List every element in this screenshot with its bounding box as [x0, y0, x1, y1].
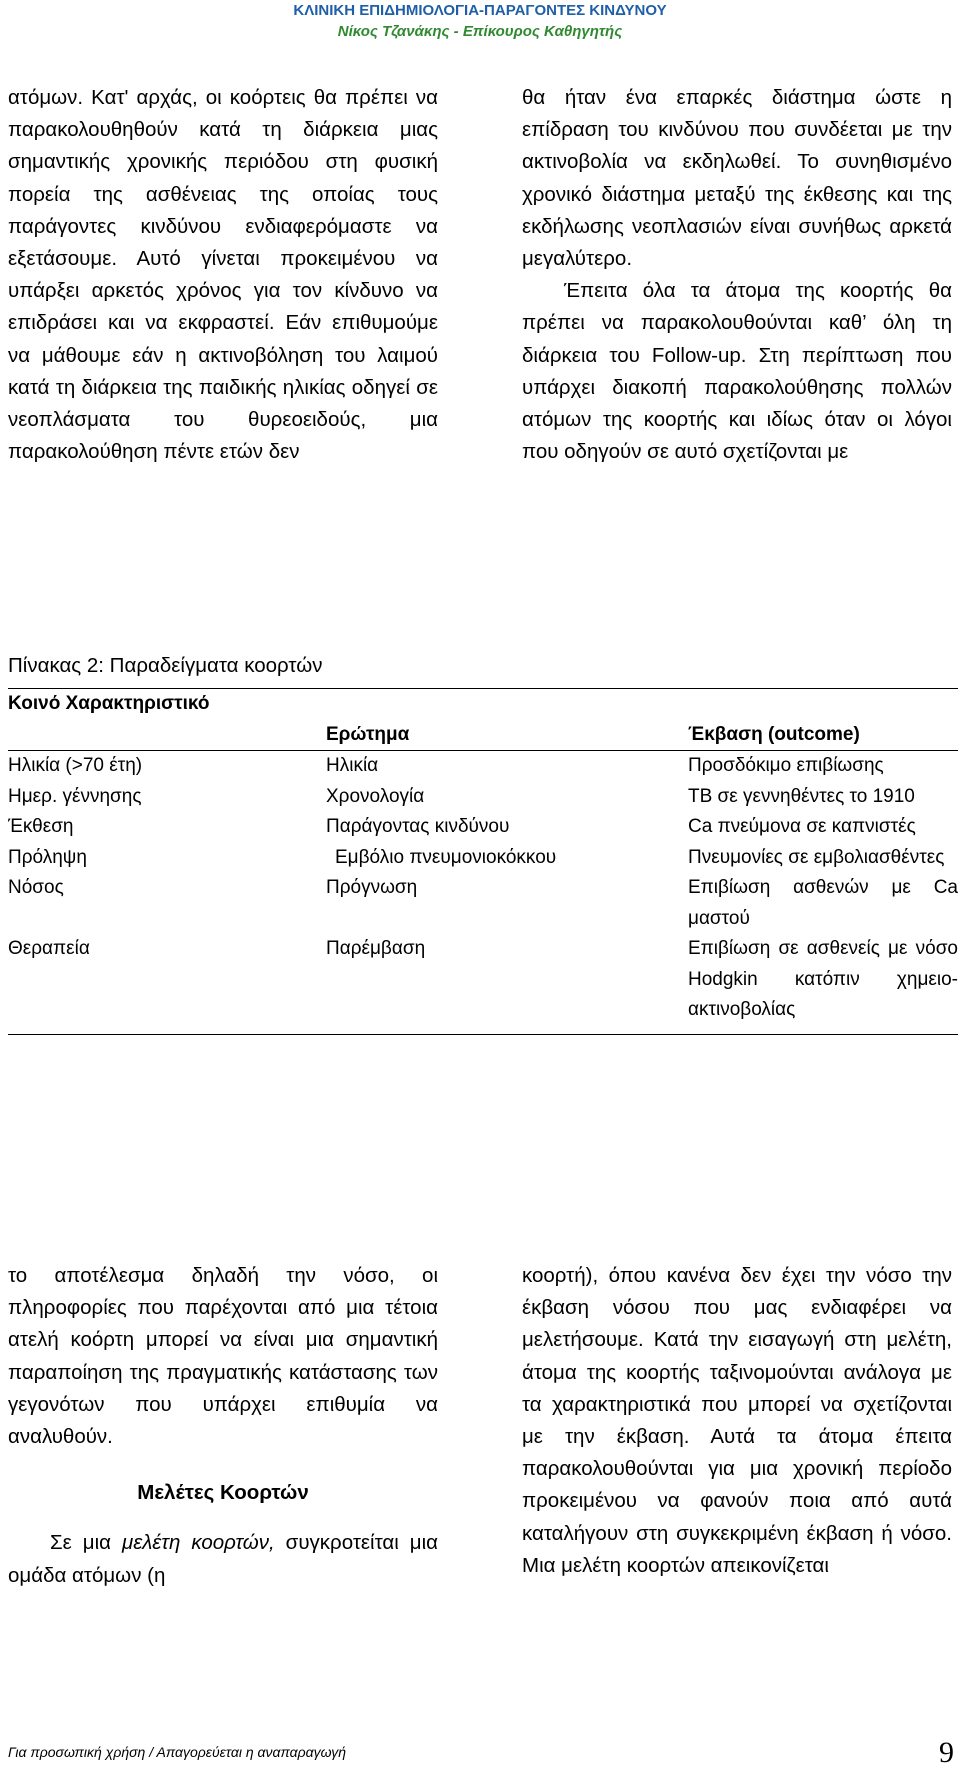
table-header-cell: Κοινό Χαρακτηριστικό [8, 693, 210, 714]
table-bottom-rule [8, 1034, 958, 1035]
table-header-cell: Έκβαση (outcome) [688, 723, 860, 745]
table-cell: Επιβίωση ασθενών με Ca μαστού [688, 877, 958, 929]
body-paragraph: κοορτή), όπου κανένα δεν έχει την νόσο την έκβαση νόσου που μας ενδιαφέρει να μελετήσουμε. Κατά την εισαγωγή στη μελέτη, άτομα της κοορτής ταξινομούνται ανάλογα με τα χαρακτηριστικά που μπορεί να σχετίζονται με την έκβαση. Αυτά τα άτομα έπειτα παρακολουθούνται για μια χρονική περίοδο προκειμένου να φανούν ποια από αυτά καταλήγουν στη συγκεκριμένη έκβαση ή νόσο. Μια μελέτη κοορτών απεικονίζεται [522, 1264, 952, 1577]
top-right-column [522, 82, 952, 468]
table-header-cell: Ερώτημα [326, 723, 410, 745]
table-cell: Έκθεση [8, 816, 74, 837]
table-cell: Εμβόλιο πνευμονιοκόκκου [335, 846, 557, 868]
table-row [8, 782, 958, 813]
table-cell: Θεραπεία [8, 938, 90, 959]
body-paragraph: Έπειτα όλα τα άτομα της κοορτής θα πρέπει να παρακολουθούνται καθ’ όλη τη διάρκεια του Follow-up. Στη περίπτωση που υπάρχει διακοπή παρακολούθησης πολλών ατόμων της κοορτής και ιδίως όταν οι λόγοι που οδηγούν σε αυτό σχετίζονται με [522, 279, 952, 464]
table-row [8, 843, 958, 874]
table-cell: Πνευμονίες σε εμβολιασθέντες [688, 846, 945, 868]
bottom-right-column [522, 1260, 952, 1582]
table-cell: ΤΒ σε γεννηθέντες το 1910 [688, 785, 915, 807]
paragraph-text: Σε μια [50, 1531, 122, 1555]
header-course-title: ΚΛΙΝΙΚΗ ΕΠΙΔΗΜΙΟΛΟΓΙΑ-ΠΑΡΑΓΟΝΤΕΣ ΚΙΝΔΥΝΟΥ [293, 2, 667, 19]
table-cell: Χρονολογία [326, 785, 425, 807]
table-row [8, 812, 958, 843]
table-cell: Ηλικία (>70 έτη) [8, 755, 143, 776]
table-header-row [8, 689, 958, 750]
table-cell: Ca πνεύμονα σε καπνιστές [688, 816, 916, 837]
top-left-column [8, 82, 438, 468]
table-cell: Ηλικία [326, 755, 379, 776]
table-row [8, 751, 958, 782]
cohort-examples-table [8, 688, 958, 1035]
body-paragraph: το αποτέλεσμα δηλαδή την νόσο, οι πληροφορίες που παρέχονται από μια τέτοια ατελή κοόρτη μπορεί να είναι μια σημαντική παραποίηση της πραγματικής κατάστασης των γεγονότων που υπάρχει επιθυμία να αναλυθούν. [8, 1264, 438, 1449]
table-cell: Παράγοντας κινδύνου [326, 816, 510, 837]
body-paragraph: ατόμων. Κατ' αρχάς, οι κοόρτεις θα πρέπει να παρακολουθηθούν κατά τη διάρκεια μιας σημαντικής χρονικής περιόδου στη φυσική πορεία της ασθένειας της οποίας τους παράγοντες κινδύνου ενδιαφερόμαστε να εξετάσουμε. Αυτό γίνεται προκειμένου να υπάρξει αρκετός χρόνος για τον κίνδυνο να επιδράσει και να εκφραστεί. Εάν επιθυμούμε να μάθουμε εάν η ακτινοβόληση του λαιμού κατά τη διάρκεια της παιδικής ηλικίας οδηγεί σε νεοπλάσματα του θυρεοειδούς, μια παρακολούθηση πέντε ετών δεν [8, 86, 438, 464]
footer-notice: Για προσωπική χρήση / Απαγορεύεται η αναπαραγωγή [8, 1744, 347, 1760]
section-heading: Μελέτες Κοορτών [137, 1481, 309, 1505]
table-cell: Νόσος [8, 877, 64, 898]
table-cell: Πρόγνωση [326, 877, 418, 898]
paragraph-text: συγκροτείται μια ομάδα ατόμων (η [8, 1531, 439, 1587]
table-row [8, 873, 958, 934]
body-paragraph: θα ήταν ένα επαρκές διάστημα ώστε η επίδραση του κινδύνου που συνδέεται με την ακτινοβολία να εκδηλωθεί. Το συνηθισμένο χρονικό διάστημα μεταξύ της έκθεσης και της εκδήλωσης νεοπλασιών είναι συνήθως αρκετά μεγαλύτερο. [522, 86, 952, 271]
page-header [0, 0, 960, 42]
bottom-left-column [8, 1260, 438, 1592]
table-cell: Ημερ. γέννησης [8, 785, 142, 807]
body-paragraph [8, 1527, 438, 1591]
table-cell: Πρόληψη [8, 846, 87, 868]
header-author: Νίκος Τζανάκης - Επίκουρος Καθηγητής [337, 23, 623, 40]
table-cell: Επιβίωση σε ασθενείς με νόσο Hodgkin κατόπιν χημειο-ακτινοβολίας [688, 938, 958, 1020]
paragraph-emphasis: μελέτη κοορτών, [121, 1531, 275, 1555]
table-cell: Παρέμβαση [326, 938, 426, 959]
page-number: 9 [939, 1736, 954, 1769]
table-caption: Πίνακας 2: Παραδείγματα κοορτών [8, 654, 323, 677]
table-cell: Προσδόκιμο επιβίωσης [688, 755, 884, 776]
table-row [8, 934, 958, 1026]
